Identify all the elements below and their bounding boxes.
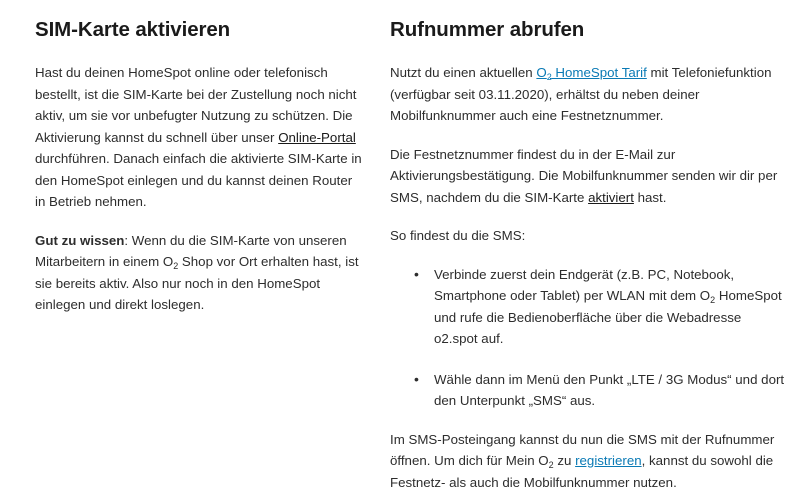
- list-item: [434, 264, 787, 350]
- right-column: [390, 18, 805, 482]
- left-paragraph-1-text-b: durchführen. Danach einfach die aktivierte SIM-Karte in den HomeSpot einlegen und du kannst deinen Router in Betrieb nehmen.: [35, 151, 362, 209]
- o2-subscript: 2: [547, 72, 552, 82]
- homespot-tarif-link-post: HomeSpot Tarif: [552, 65, 647, 80]
- o2-subscript: 2: [173, 261, 178, 271]
- list-item-text-b: HomeSpot und rufe die Bedienoberfläche über die Webadresse o2.spot auf.: [434, 288, 782, 346]
- homespot-tarif-link-pre: O: [536, 65, 546, 80]
- list-item-text-a: Verbinde zuerst dein Endgerät (z.B. PC, Notebook, Smartphone oder Tablet) per WLAN mit dem O: [434, 267, 734, 304]
- left-column: [0, 18, 390, 482]
- online-portal-link[interactable]: Online-Portal: [278, 130, 356, 145]
- o2-subscript: 2: [549, 460, 554, 470]
- homespot-tarif-link[interactable]: [536, 65, 646, 80]
- right-paragraph-1-text-a: Nutzt du einen aktuellen: [390, 65, 536, 80]
- right-paragraph-4-text-b: zu: [554, 453, 575, 468]
- aktiviert-link[interactable]: aktiviert: [588, 190, 634, 205]
- right-paragraph-4-text-a: Im SMS-Posteingang kannst du nun die SMS mit der Rufnummer öffnen. Um dich für Mein O: [390, 432, 774, 469]
- right-paragraph-2-text-b: hast.: [634, 190, 667, 205]
- good-to-know-label: Gut zu wissen: [35, 233, 124, 248]
- left-paragraph-2-text-b: Shop vor Ort erhalten hast, ist sie bereits aktiv. Also nur noch in den HomeSpot einlegen und direkt loslegen.: [35, 254, 359, 312]
- left-paragraph-2: [35, 230, 362, 316]
- left-section-title: SIM-Karte aktivieren: [35, 18, 362, 42]
- left-paragraph-1: [35, 62, 362, 213]
- right-paragraph-3: So findest du die SMS:: [390, 225, 787, 247]
- left-paragraph-2-text-a: : Wenn du die SIM-Karte von unseren Mitarbeitern in einem O: [35, 233, 347, 270]
- list-item: [434, 369, 787, 412]
- list-item-text-a: Wähle dann im Menü den Punkt „LTE / 3G Modus“ und dort den Unterpunkt „SMS“ aus.: [434, 372, 784, 409]
- left-paragraph-1-text-a: Hast du deinen HomeSpot online oder telefonisch bestellt, ist die SIM-Karte bei der Zustellung noch nicht aktiv, um sie vor unbefugter Nutzung zu schützen. Die Aktivierung kannst du schnell über unser: [35, 65, 357, 145]
- right-paragraph-4-text-c: , kannst du sowohl die Festnetz- als auch die Mobilfunknummer nutzen.: [390, 453, 773, 490]
- right-section-title: Rufnummer abrufen: [390, 18, 787, 42]
- right-paragraph-2: [390, 144, 787, 209]
- right-paragraph-1-text-b: mit Telefoniefunktion (verfügbar seit 03.11.2020), erhältst du neben deiner Mobilfunknummer auch eine Festnetznummer.: [390, 65, 772, 123]
- right-paragraph-1: [390, 62, 787, 127]
- sms-steps-list: [390, 264, 787, 412]
- right-paragraph-2-text-a: Die Festnetznummer findest du in der E-Mail zur Aktivierungsbestätigung. Die Mobilfunknummer senden wir dir per SMS, nachdem du die SIM-Karte: [390, 147, 777, 205]
- o2-subscript: 2: [710, 295, 715, 305]
- registrieren-link[interactable]: registrieren: [575, 453, 642, 468]
- right-paragraph-4: [390, 429, 787, 493]
